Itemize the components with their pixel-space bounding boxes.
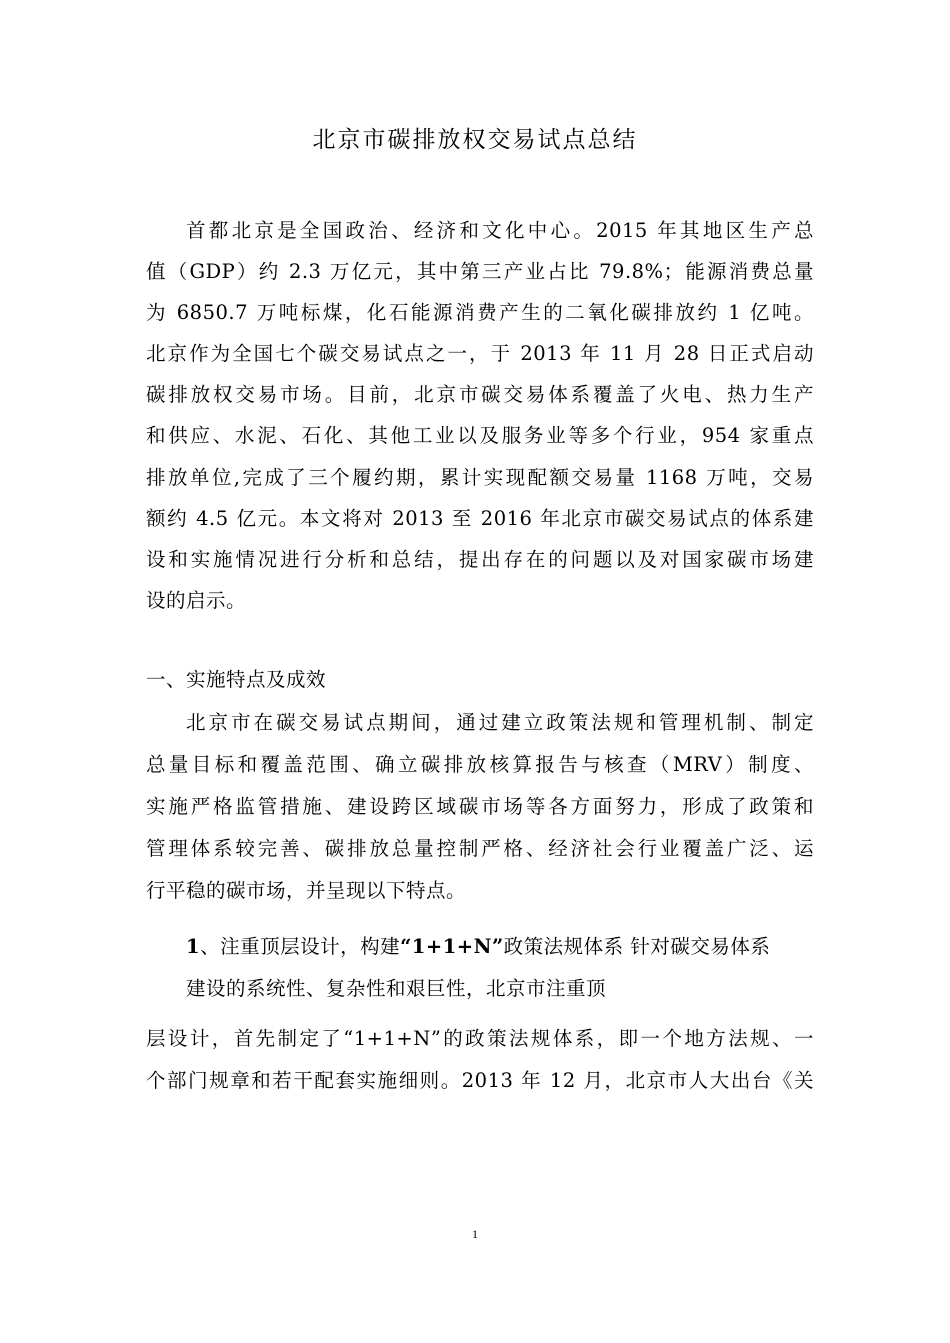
document-title: 北京市碳排放权交易试点总结 [312,127,638,153]
paragraph-line: 设和实施情况进行分析和总结，提出存在的问题以及对国家碳市场建 [146,548,814,571]
paragraph-line: 层设计，首先制定了“1+1+N”的政策法规体系，即一个地方法规、一 [146,1027,814,1050]
paragraph-line: 管理体系较完善、碳排放总量控制严格、经济社会行业覆盖广泛、运 [146,837,814,860]
paragraph-line: 北京市在碳交易试点期间，通过建立政策法规和管理机制、制定 [186,711,814,734]
subsection-heading-line [186,933,770,961]
paragraph-line: 值（GDP）约 2.3 万亿元，其中第三产业占比 79.8%；能源消费总量 [146,260,814,283]
paragraph-line: 为 6850.7 万吨标煤，化石能源消费产生的二氧化碳排放约 1 亿吨。 [146,301,814,324]
paragraph-line: 排放单位,完成了三个履约期，累计实现配额交易量 1168 万吨，交易 [146,466,814,489]
subsection-title-rest: 政策法规体系 针对碳交易体系 [503,935,771,958]
page-number: 1 [472,1227,478,1241]
paragraph-line: 建设的系统性、复杂性和艰巨性，北京市注重顶 [186,977,607,1000]
paragraph-line: 设的启示。 [146,589,247,612]
paragraph-line: 碳排放权交易市场。目前，北京市碳交易体系覆盖了火电、热力生产 [146,383,814,406]
paragraph-line: 行平稳的碳市场，并呈现以下特点。 [146,879,467,902]
paragraph-line: 总量目标和覆盖范围、确立碳排放核算报告与核查（MRV）制度、 [146,753,814,776]
paragraph-line: 实施严格监管措施、建设跨区域碳市场等各方面努力，形成了政策和 [146,795,814,818]
paragraph-line: 额约 4.5 亿元。本文将对 2013 至 2016 年北京市碳交易试点的体系建 [146,507,814,530]
paragraph-line: 首都北京是全国政治、经济和文化中心。2015 年其地区生产总 [186,219,814,242]
paragraph-line: 北京作为全国七个碳交易试点之一，于 2013 年 11 月 28 日正式启动 [146,342,814,365]
paragraph-line: 个部门规章和若干配套实施细则。2013 年 12 月，北京市人大出台《关 [146,1069,814,1092]
paragraph-line: 和供应、水泥、石化、其他工业以及服务业等多个行业，954 家重点 [146,424,814,447]
section-heading: 一、实施特点及成效 [146,668,327,691]
subsection-bold-term: “1+1+N” [400,935,504,958]
subsection-lead: 、注重顶层设计，构建 [200,935,401,958]
subsection-number: 1 [186,935,201,958]
